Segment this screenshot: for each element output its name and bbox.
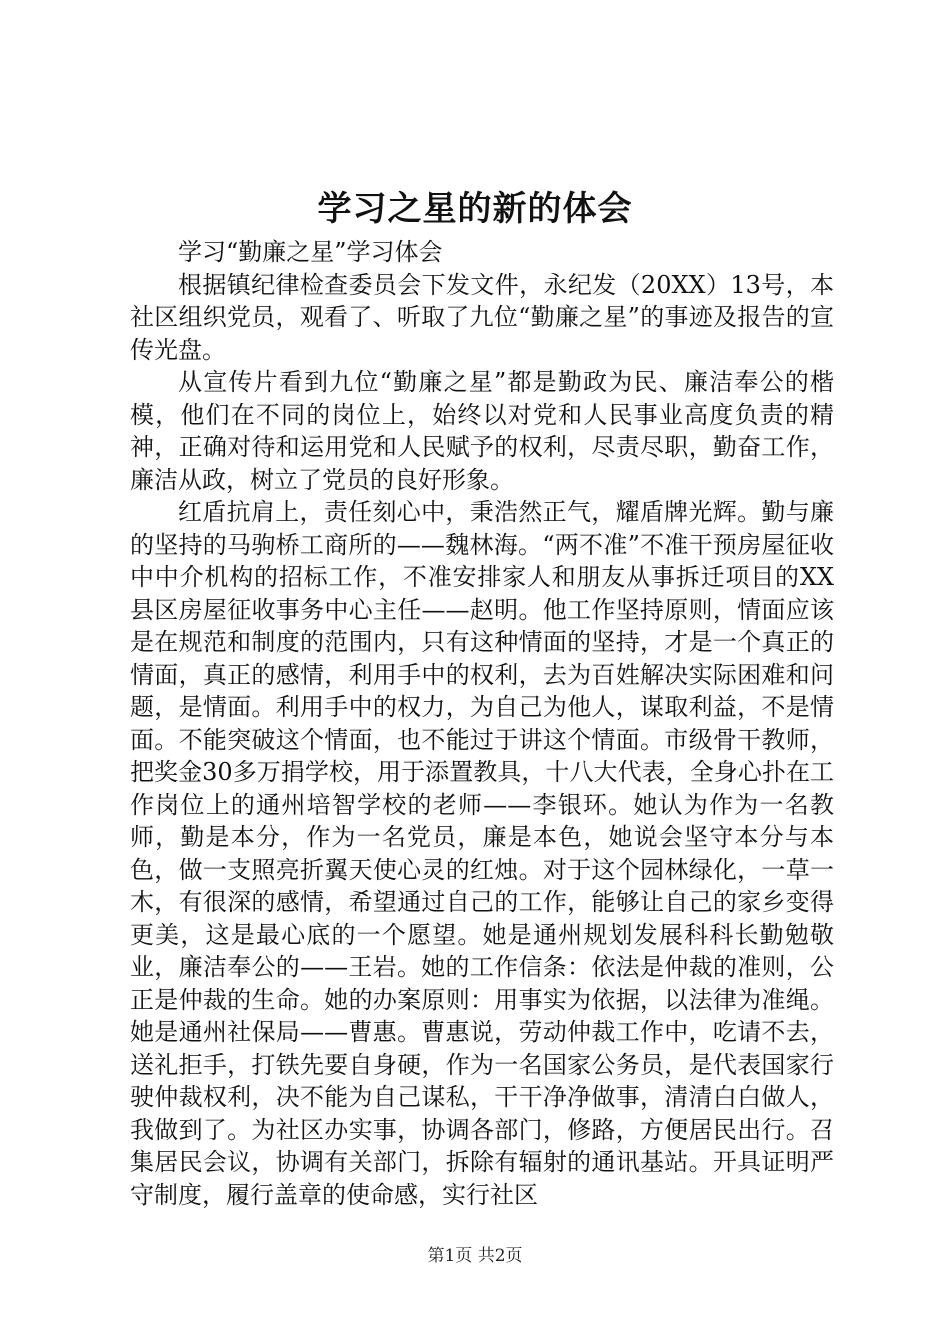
document-title: 学习之星的新的体会 [317, 189, 633, 229]
page-number-footer: 第1页 共2页 [427, 1246, 523, 1266]
document-body [130, 236, 834, 1211]
paragraph-examples: 红盾抗肩上，责任刻心中，秉浩然正气，耀盾牌光辉。勤与廉的坚持的马驹桥工商所的——魏林海。“两不准”不准干预房屋征收中中介机构的招标工作，不准安排家人和朋友从事拆迁项目的XX县区房屋征收事务中心主任——赵明。他工作坚持原则，情面应该是在规范和制度的范围内，只有这种情面的坚持，才是一个真正的情面，真正的感情，利用手中的权利，去为百姓解决实际困难和问题，是情面。利用手中的权力，为自己为他人，谋取利益，不是情面。不能突破这个情面，也不能过于讲这个情面。市级骨干教师，把奖金30多万捐学校，用于添置教具，十八大代表，全身心扑在工作岗位上的通州培智学校的老师——李银环。她认为作为一名教师，勤是本分，作为一名党员，廉是本色，她说会坚守本分与本色，做一支照亮折翼天使心灵的红烛。对于这个园林绿化，一草一木，有很深的感情，希望通过自己的工作，能够让自己的家乡变得更美，这是最心底的一个愿望。她是通州规划发展科科长勤勉敬业，廉洁奉公的——王岩。她的工作信条：依法是仲裁的准则，公正是仲裁的生命。她的办案原则：用事实为依据，以法律为准绳。她是通州社保局——曹惠。曹惠说，劳动仲裁工作中，吃请不去，送礼拒手，打铁先要自身硬，作为一名国家公务员，是代表国家行驶仲裁权利，决不能为自己谋私，干干净净做事，清清白白做人，我做到了。为社区办实事，协调各部门，修路，方便居民出行。召集居民会议，协调有关部门，拆除有辐射的通讯基站。开具证明严守制度，履行盖章的使命感，实行社区 [130, 498, 834, 1209]
paragraph-subtitle: 学习“勤廉之星”学习体会 [178, 238, 443, 266]
paragraph-intro: 根据镇纪律检查委员会下发文件，永纪发（20XX）13号，本社区组织党员，观看了、听取了九位“勤廉之星”的事迹及报告的宣传光盘。 [130, 270, 834, 364]
paragraph-role-models: 从宣传片看到九位“勤廉之星”都是勤政为民、廉洁奉公的楷模，他们在不同的岗位上，始终以对党和人民事业高度负责的精神，正确对待和运用党和人民赋予的权利，尽责尽职，勤奋工作，廉洁从政，树立了党员的良好形象。 [130, 368, 834, 494]
